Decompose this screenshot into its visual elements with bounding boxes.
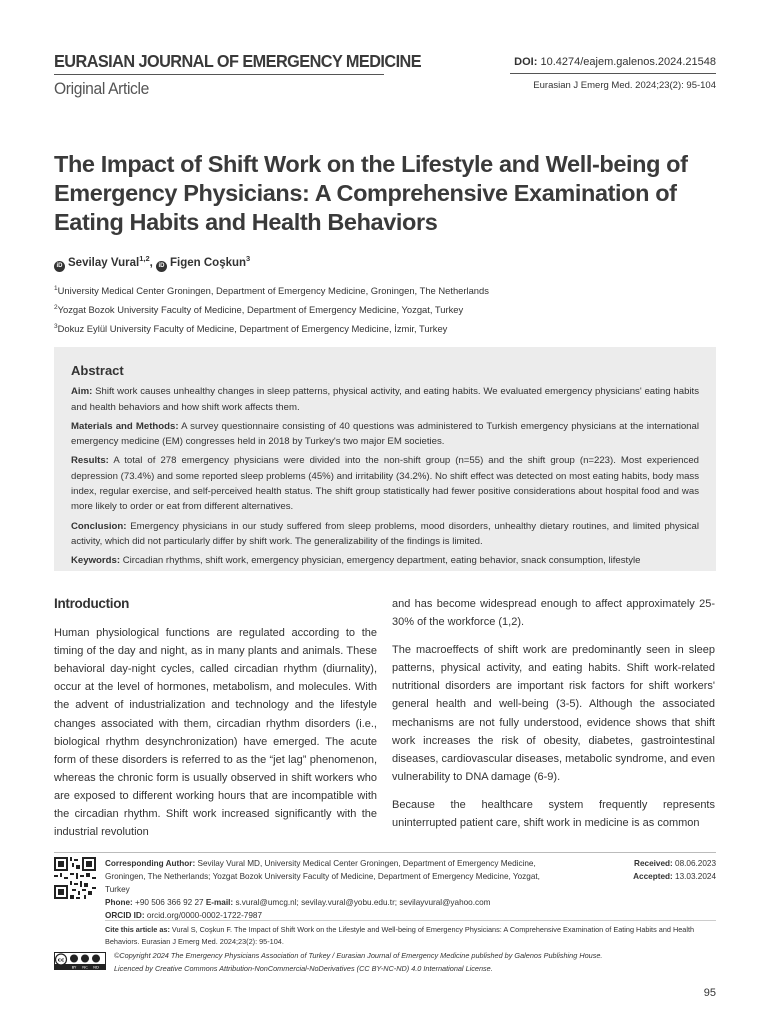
corresponding-author [105, 857, 560, 922]
license-line-1: ©Copyright 2024 The Emergency Physicians Association of Turkey / Eurasian Journal of Emergency Medicine published by Galenos Publishing House. [114, 951, 603, 960]
cc-term-nc: NC [82, 964, 88, 970]
abstract-content [71, 363, 699, 573]
orcid-icon[interactable]: iD [156, 261, 167, 272]
cite-as [105, 924, 705, 947]
abstract-conclusion [71, 519, 699, 550]
footer-rule [54, 852, 716, 853]
cc-term-by: BY [71, 964, 77, 970]
author-name: Figen Coşkun [170, 256, 247, 269]
accepted-value: 13.03.2024 [675, 872, 716, 881]
body-column-right [392, 595, 715, 842]
accepted-label: Accepted: [633, 872, 673, 881]
body-paragraph: and has become widespread enough to affect approximately 25-30% of the workforce (1,2). [392, 598, 715, 629]
corresponding-label: Corresponding Author: [105, 859, 196, 868]
article-dates [633, 857, 716, 883]
received-label: Received: [634, 859, 673, 868]
affiliation-text: University Medical Center Groningen, Department of Emergency Medicine, Groningen, The Netherlands [57, 285, 489, 297]
affiliation-number: 1 [54, 285, 58, 292]
cite-text: Vural S, Coşkun F. The Impact of Shift Work on the Lifestyle and Well-being of Emergency Physicians: A Comprehensive Examination of Eating Habits and Health Behaviors. Eurasian J Emerg Med. 2024;23(2): 95-104. [105, 925, 695, 946]
results-label: Results: [71, 455, 109, 467]
qr-code-icon[interactable] [54, 857, 96, 899]
received-date [633, 857, 716, 870]
contact-line [105, 896, 560, 909]
abstract-box [54, 347, 716, 571]
author-name: Sevilay Vural [68, 256, 140, 269]
methods-label: Materials and Methods: [71, 420, 179, 432]
keywords-text: Circadian rhythms, shift work, emergency physician, emergency department, eating behavior, snack consumption, lifestyle [122, 555, 641, 567]
abstract-aim [71, 384, 699, 415]
body-paragraph: The macroeffects of shift work are predominantly seen in sleep patterns, physical activity, and eating habits. Shift work-related nutritional disorders are important risk factors for shift workers' general health and well-being (3-5). Although the associated mechanisms are not fully understood, evidence shows that shift work increases the risk of obesity, diabetes, gastrointestinal diseases, cardiovascular diseases, metabolic syndrome, and even vulnerability to DNA damage (6-9). [392, 644, 715, 783]
author-sup: 3 [246, 254, 251, 263]
body-paragraph: Human physiological functions are regulated according to the timing of the day and night, as in many plants and animals. These behavioral day-night cycles, called circadian rhythm (diurnality), occur at the level of hormones, metabolism, and molecules. With the advent of industrialization and technology and the lifestyle changes associated with them, circadian rhythm disorders (i.e., biological rhythm desynchronization) have emerged. The acute form of these disorders is referred to as the “jet lag” phenomenon, whereas the chronic form is usually observed in shift workers who are exposed to different working hours that are incompatible with the circadian rhythm. Shift work increased significantly with the industrial revolution [54, 627, 377, 839]
cite-label: Cite this article as: [105, 925, 170, 934]
license-line-2: Licenced by Creative Commons Attribution-NonCommercial-NoDerivatives (CC BY-NC-ND) 4.0 International License. [114, 963, 493, 973]
abstract-heading: Abstract [71, 363, 124, 378]
orcid-label: ORCID ID: [105, 911, 145, 920]
affiliation-item [54, 318, 489, 337]
body-column-left [54, 595, 377, 851]
footer-rule-secondary [105, 920, 716, 921]
corresponding-text: Sevilay Vural MD, University Medical Center Groningen, Department of Emergency Medicine, Groningen, The Netherlands; Yozgat Bozok University Faculty of Medicine, Department of Emergency Medicine, Yozgat, Turkey [105, 859, 540, 894]
email-value[interactable]: s.vural@umcg.nl; sevilay.vural@yobu.edu.tr; sevilayvural@yahoo.com [235, 898, 491, 907]
doi-value[interactable]: 10.4274/eajem.galenos.2024.21548 [540, 56, 716, 68]
journal-name: EURASIAN JOURNAL OF EMERGENCY MEDICINE [54, 51, 422, 71]
page-number: 95 [703, 987, 716, 999]
results-text: A total of 278 emergency physicians were divided into the non-shift group (n=55) and the shift group (n=223). Most experienced depression (73.4%) and some reported sleep problems (45%) and irritability (34.2%). No shift effect was detected on most eating habits, body mass index, regular exercise, and self-perceived health status. The shift group statistically had fewer positive considerations about hospital food and was more likely to order or eat from different alternatives. [71, 455, 699, 513]
creative-commons-icon[interactable] [54, 952, 106, 970]
header-rule-right [510, 73, 716, 74]
affiliation-number: 3 [54, 323, 58, 331]
affiliation-text: Yozgat Bozok University Faculty of Medicine, Department of Emergency Medicine, Yozgat, Turkey [57, 304, 464, 316]
conclusion-label: Conclusion: [71, 520, 127, 532]
received-value: 08.06.2023 [675, 859, 716, 868]
affiliation-item [54, 280, 489, 299]
affiliation-text: Dokuz Eylül University Faculty of Medicine, Department of Emergency Medicine, İzmir, Turkey [57, 323, 448, 335]
orcid-value[interactable]: orcid.org/0000-0002-1722-7987 [146, 911, 263, 920]
article-type: Original Article [54, 79, 149, 98]
journal-citation: Eurasian J Emerg Med. 2024;23(2): 95-104 [533, 80, 716, 91]
cc-term-nd: ND [93, 964, 99, 970]
affiliations [54, 280, 489, 337]
doi [514, 56, 716, 68]
keywords-label: Keywords: [71, 555, 121, 567]
header-rule [54, 74, 384, 75]
body-paragraph: Because the healthcare system frequently represents uninterrupted patient care, shift work in medicine is as common [392, 798, 715, 830]
accepted-date [633, 870, 716, 883]
author-1 [54, 254, 157, 269]
doi-label: DOI: [514, 56, 538, 68]
abstract-keywords [71, 553, 699, 568]
aim-label: Aim: [71, 386, 93, 398]
affiliation-item [54, 299, 489, 318]
author-separator: , [149, 256, 157, 269]
orcid-icon[interactable]: iD [54, 261, 65, 272]
conclusion-text: Emergency physicians in our study suffered from sleep problems, mood disorders, unhealthy dietary routines, and limited physical activity, which did not particularly differ by shift work. The generalizability of the findings is limited. [71, 520, 699, 547]
cc-mark: cc [57, 957, 65, 964]
author-2 [156, 254, 251, 269]
phone-value: +90 506 366 92 27 [135, 898, 204, 907]
article-title: The Impact of Shift Work on the Lifestyle and Well-being of Emergency Physicians: A Comprehensive Examination of Eating Habits and Health Behaviors [54, 151, 688, 235]
abstract-methods [71, 419, 699, 450]
aim-text: Shift work causes unhealthy changes in sleep patterns, physical activity, and eating habits. We evaluated emergency physicians' eating habits and health behaviors and how shift work affects them. [71, 386, 699, 413]
methods-text: A survey questionnaire consisting of 40 questions was administered to Turkish emergency physicians at the international emergency medicine (EM) congresses held in 2018 by Turkey's two major EM societies. [71, 420, 699, 448]
corresponding-line [105, 857, 560, 896]
phone-label: Phone: [105, 898, 133, 907]
affiliation-number: 2 [54, 304, 58, 312]
abstract-results [71, 453, 699, 514]
license-text [114, 950, 674, 975]
section-heading-introduction: Introduction [54, 596, 130, 611]
authors [54, 254, 250, 272]
author-sup: 1,2 [139, 254, 150, 263]
email-label: E-mail: [205, 898, 234, 907]
